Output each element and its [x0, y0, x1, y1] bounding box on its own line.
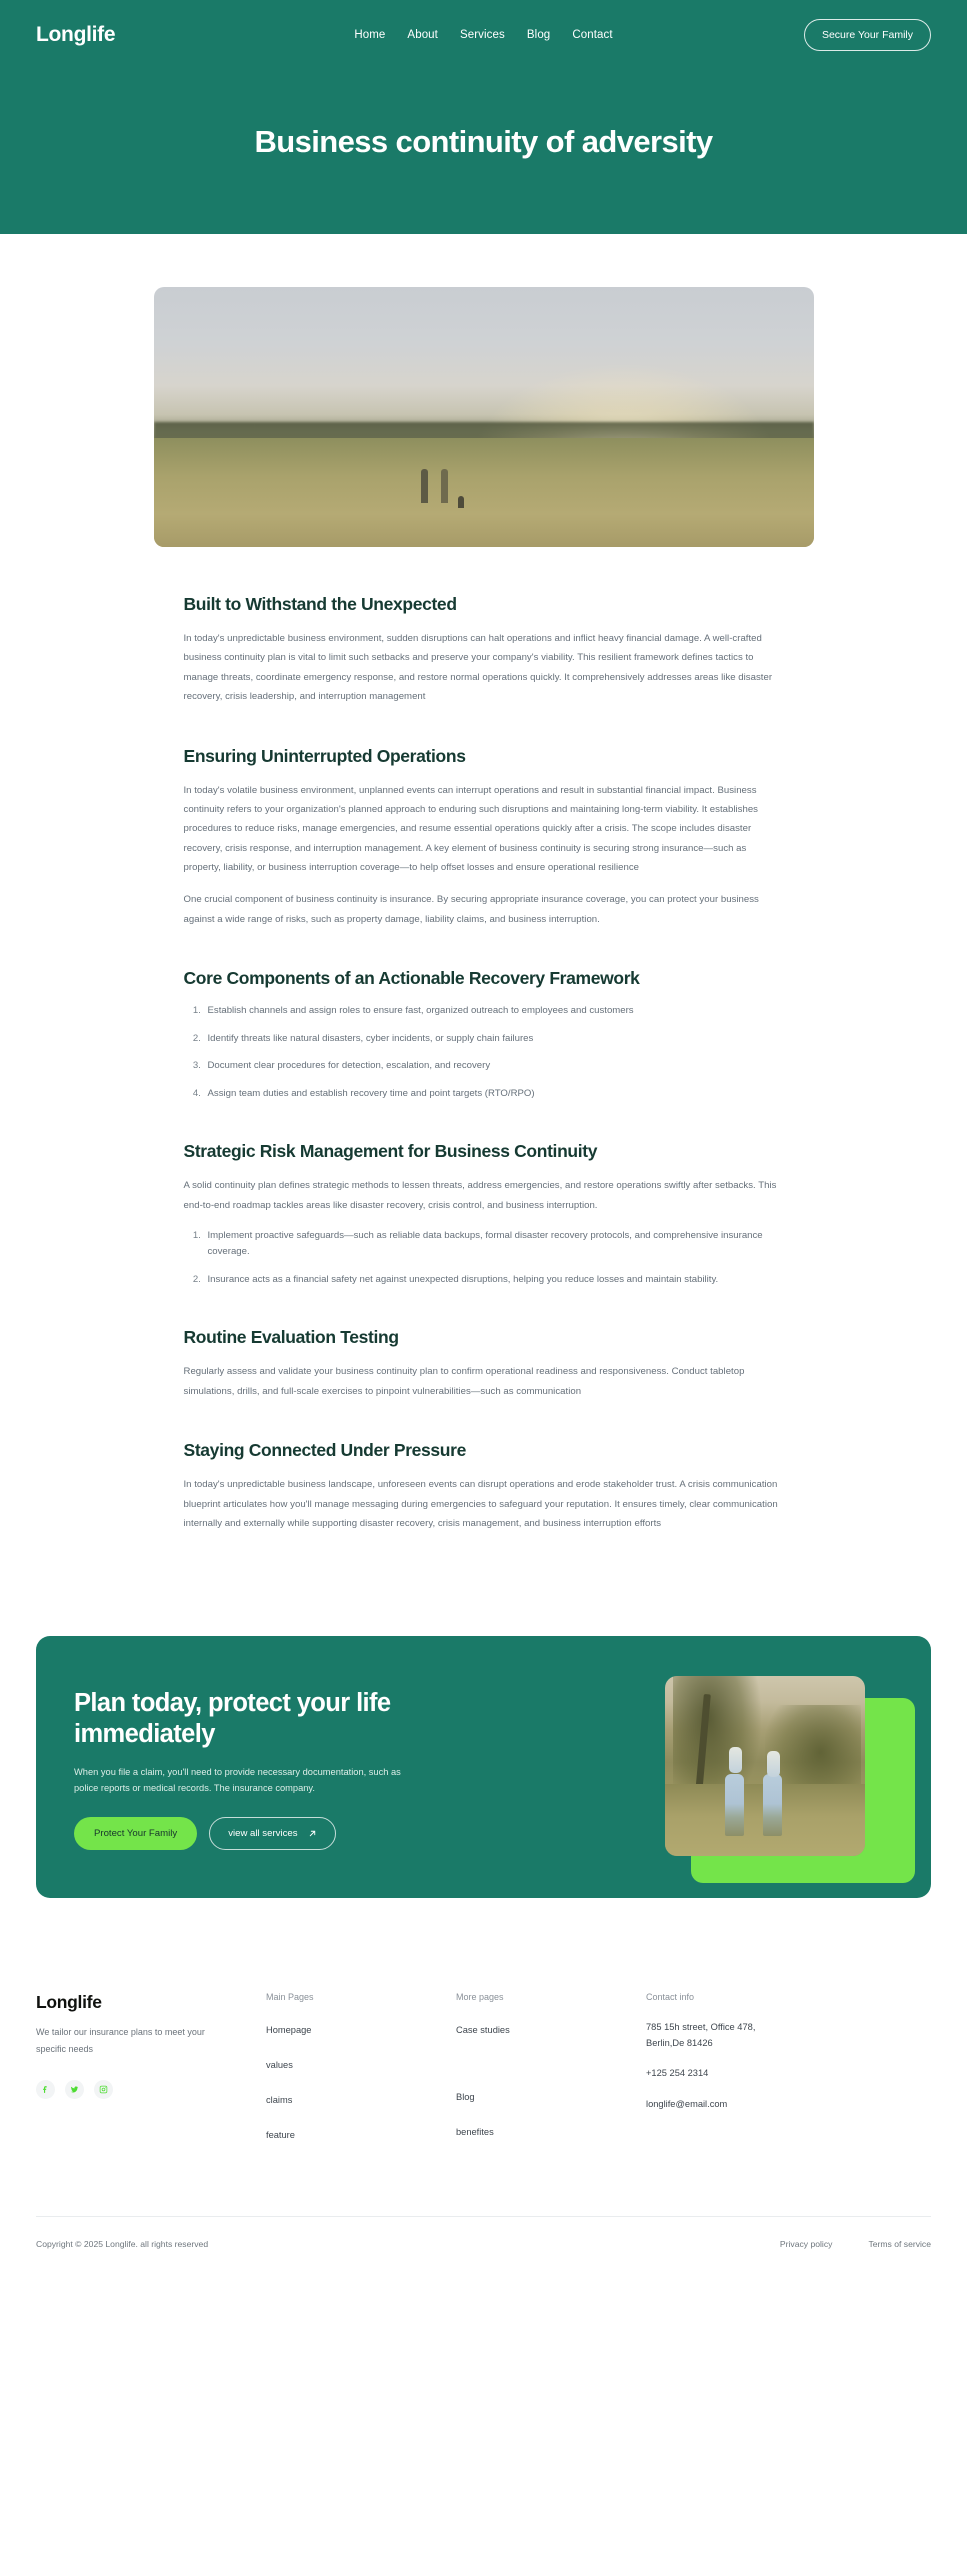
twitter-icon: [70, 2085, 79, 2094]
brand-logo[interactable]: Longlife: [36, 23, 116, 46]
footer-link-list: [456, 2020, 646, 2140]
list-item: [456, 2122, 646, 2140]
cta-media: [665, 1676, 893, 1866]
section-paragraph: In today's volatile business environment, unplanned events can interrupt operations and result in substantial financial impact. Business continuity refers to your organization's planned approach to enduring such disruptions and maintaining long-term viability. It establishes procedures to reduce risks, manage emergencies, and resume essential operations quickly after a crisis. The scope includes disaster recovery, crisis response, and interruption management. A key element of business continuity is securing strong insurance—such as property, liability, or business interruption coverage—to help offset losses and ensure operational resilience: [183, 784, 758, 873]
cta-title: Plan today, protect your life immediately: [74, 1689, 391, 1749]
copyright-text: Copyright © 2025 Longlife. all rights reserved: [36, 2239, 209, 2250]
list-item: 3. Document clear procedures for detection, escalation, and recovery: [204, 1058, 784, 1075]
section-paragraph: One crucial component of business continuity is insurance. By securing appropriate insurance coverage, you can protect your business against a wide range of risks, such as property damage, liability claims, and business interruption.: [183, 894, 759, 925]
section-paragraph: In today's unpredictable business landscape, unforeseen events can disrupt operations and erode stakeholder trust. A crisis communication blueprint articulates how you'll manage messaging during emergencies to safeguard your reputation. It ensures timely, clear communication internally and externally while supporting disaster recovery, crisis management, and business interruption efforts: [183, 1479, 778, 1529]
footer-column-heading: Main Pages: [266, 1992, 314, 2003]
cta-copy: [74, 1684, 454, 1850]
hero-photo-field-sunset: [154, 287, 814, 547]
footer-column-contact: [646, 1992, 755, 2160]
view-all-services-label: view all services: [228, 1828, 298, 1840]
terms-of-service-link[interactable]: Terms of service: [868, 2239, 931, 2250]
section-heading: Built to Withstand the Unexpected: [183, 594, 457, 614]
footer-link-claims[interactable]: claims: [266, 2095, 293, 2106]
article-section: [0, 287, 967, 1636]
footer-column-heading: Contact info: [646, 1992, 695, 2003]
address-line-1: 785 15h street, Office 478,: [646, 2022, 756, 2033]
footer-link-blog[interactable]: Blog: [456, 2092, 475, 2103]
footer-bottom: [36, 2216, 931, 2275]
cta-button-group: [74, 1817, 454, 1850]
nav-item-services[interactable]: Services: [459, 29, 505, 41]
section-heading: Staying Connected Under Pressure: [183, 1440, 466, 1461]
cta-card: [36, 1636, 931, 1898]
protect-your-family-button[interactable]: Protect Your Family: [74, 1817, 197, 1850]
ordered-list: [184, 1003, 784, 1102]
list-item: 1. Establish channels and assign roles to ensure fast, organized outreach to employees and customers: [204, 1003, 784, 1020]
social-links: [36, 2080, 266, 2099]
footer-column-main-pages: [266, 1992, 456, 2160]
arrow-up-right-icon: [308, 1829, 317, 1838]
view-all-services-button[interactable]: [209, 1817, 335, 1850]
section-paragraph: Regularly assess and validate your business continuity plan to confirm operational readiness and responsiveness. Conduct tabletop simulations, drills, and full-scale exercises to pinpoint vulnerabilities—such as communication: [183, 1366, 745, 1397]
footer-link-homepage[interactable]: Homepage: [266, 2025, 312, 2036]
figure-parent-right: [763, 1774, 782, 1836]
list-item: 2. Identify threats like natural disasters, cyber incidents, or supply chain failures: [204, 1031, 784, 1048]
figure-child-left: [729, 1747, 742, 1773]
footer-link-case-studies[interactable]: Case studies: [456, 2025, 510, 2036]
figure-dog: [458, 496, 464, 508]
secure-your-family-button[interactable]: Secure Your Family: [804, 19, 931, 51]
footer-link-benefites[interactable]: benefites: [456, 2127, 494, 2138]
figure-child-right: [767, 1751, 780, 1777]
list-item: [266, 2020, 456, 2038]
site-hero: [0, 0, 967, 234]
footer-top: [36, 1960, 931, 2216]
footer-link-list: [266, 2020, 456, 2143]
instagram-link[interactable]: [94, 2080, 113, 2099]
twitter-link[interactable]: [65, 2080, 84, 2099]
footer-phone[interactable]: +125 254 2314: [646, 2068, 709, 2079]
top-navbar: [0, 0, 967, 70]
nav-item-about[interactable]: About: [407, 29, 438, 41]
list-item: [456, 2020, 646, 2038]
footer-email[interactable]: longlife@email.com: [646, 2099, 728, 2110]
list-item: [456, 2087, 646, 2105]
section-heading: Strategic Risk Management for Business Continuity: [183, 1141, 598, 1162]
ordered-list: [184, 1228, 784, 1289]
footer-brand-column: [36, 1992, 266, 2160]
cta-photo-family-walking: [665, 1676, 865, 1856]
footer-tagline: We tailor our insurance plans to meet your specific needs: [36, 2027, 205, 2054]
figure-adult-left: [421, 469, 428, 503]
section-heading: Routine Evaluation Testing: [183, 1327, 399, 1348]
footer-column-more-pages: [456, 1992, 646, 2160]
cta-body: When you file a claim, you'll need to provide necessary documentation, such as police reports or medical records. The insurance company.: [74, 1766, 401, 1793]
legal-links: [780, 2239, 931, 2249]
field: [154, 438, 814, 547]
list-item: [266, 2125, 456, 2143]
footer-link-feature[interactable]: feature: [266, 2130, 295, 2141]
list-item: 4. Assign team duties and establish recovery time and point targets (RTO/RPO): [204, 1086, 784, 1103]
footer-address: [646, 2020, 755, 2051]
section-paragraph: A solid continuity plan defines strategic methods to lessen threats, address emergencies, and restore operations swiftly after setbacks. This end-to-end roadmap tackles areas like disaster recovery, crisis control, and business interruption.: [183, 1180, 777, 1211]
cta-section: [0, 1636, 967, 1960]
section-heading: Core Components of an Actionable Recovery Framework: [183, 968, 640, 989]
facebook-link[interactable]: [36, 2080, 55, 2099]
nav-item-blog[interactable]: Blog: [526, 29, 551, 41]
footer-column-heading: More pages: [456, 1992, 504, 2003]
article-body: [184, 547, 784, 1533]
page-title: Business continuity of adversity: [254, 124, 713, 159]
instagram-icon: [99, 2085, 108, 2094]
list-item: [266, 2090, 456, 2108]
figure-adult-right: [441, 469, 448, 503]
footer-brand-logo[interactable]: Longlife: [36, 1992, 102, 2013]
site-footer: [0, 1960, 967, 2275]
section-paragraph: In today's unpredictable business environment, sudden disruptions can halt operations and inflict heavy financial damage. A well-crafted business continuity plan is vital to limit such setbacks and preserve your company's viability. This resilient framework defines tactics to manage threats, coordinate emergency response, and restore normal operations quickly. It comprehensively addresses areas like disaster recovery, crisis leadership, and interruption management: [183, 633, 773, 703]
footer-link-values[interactable]: values: [266, 2060, 293, 2071]
figure-parent-left: [725, 1774, 744, 1836]
list-item: [266, 2055, 456, 2073]
facebook-icon: [41, 2085, 50, 2094]
address-line-2: Berlin,De 81426: [646, 2037, 713, 2048]
section-heading: Ensuring Uninterrupted Operations: [183, 745, 466, 766]
list-item: 1. Implement proactive safeguards—such as reliable data backups, formal disaster recovery protocols, and comprehensive insurance coverage.: [204, 1228, 784, 1261]
nav-item-contact[interactable]: Contact: [572, 29, 613, 41]
primary-nav: [354, 29, 612, 41]
nav-item-home[interactable]: Home: [354, 29, 386, 41]
list-item: [456, 2055, 646, 2070]
list-item: 2. Insurance acts as a financial safety net against unexpected disruptions, helping you reduce losses and maintain stability.: [204, 1272, 784, 1289]
privacy-policy-link[interactable]: Privacy policy: [779, 2239, 833, 2250]
